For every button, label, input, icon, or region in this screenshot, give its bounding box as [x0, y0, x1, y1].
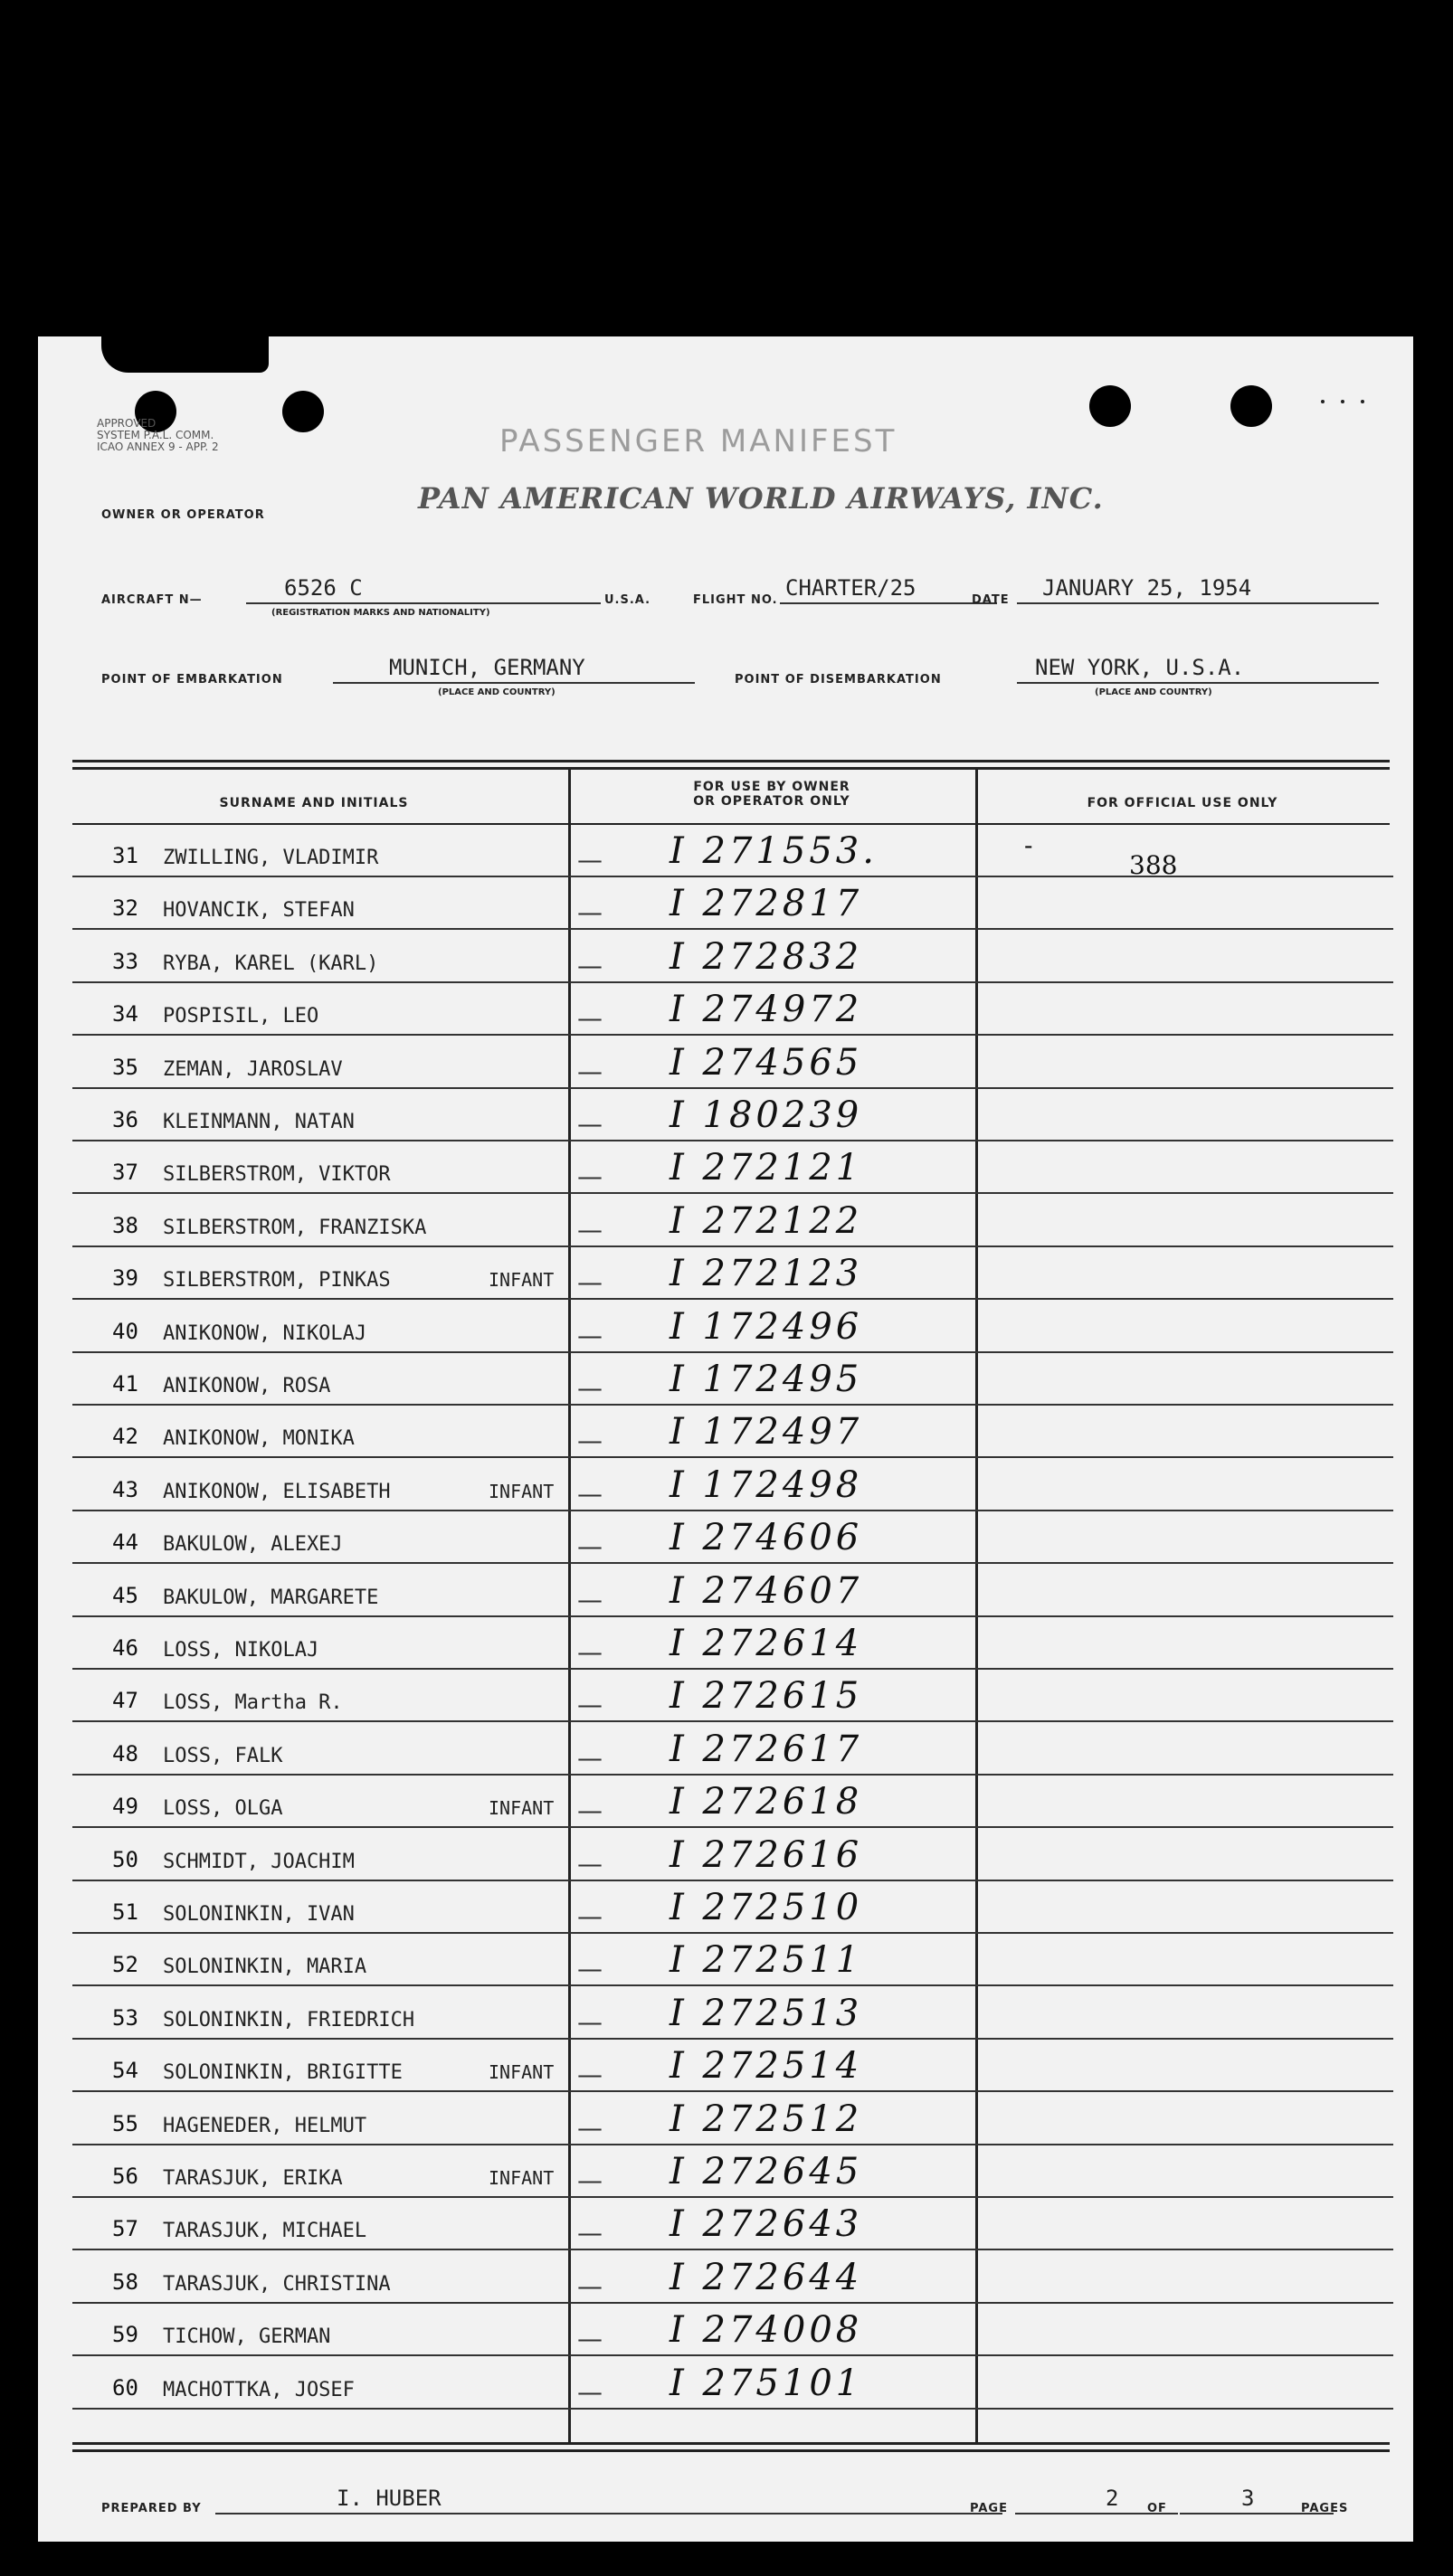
tick-mark: —	[577, 950, 603, 980]
embarkation-value: MUNICH, GERMANY	[389, 655, 585, 680]
infant-note: INFANT	[489, 1480, 555, 1502]
table-row	[72, 1406, 1393, 1458]
owner-label: OWNER OR OPERATOR	[101, 508, 265, 522]
torn-corner	[101, 336, 269, 373]
tick-mark: —	[577, 1214, 603, 1245]
table-row	[72, 1195, 1393, 1247]
manifest-page	[38, 336, 1413, 2542]
table-top-rule-2	[72, 767, 1390, 770]
tick-mark: —	[577, 1161, 603, 1192]
table-row	[72, 1829, 1393, 1881]
passenger-name: TARASJUK, MICHAEL	[163, 2220, 367, 2243]
table-row	[72, 1141, 1393, 1194]
of-label: OF	[1147, 2502, 1167, 2515]
registration-note: (REGISTRATION MARKS AND NATIONALITY)	[271, 608, 490, 618]
row-number: 42	[112, 1424, 138, 1450]
passenger-name: TARASJUK, CHRISTINA	[163, 2272, 391, 2296]
passenger-name: SOLONINKIN, MARIA	[163, 1956, 367, 1979]
tick-mark: —	[577, 1742, 603, 1773]
row-number: 34	[112, 1001, 138, 1028]
table-row	[72, 1089, 1393, 1141]
table-row	[72, 877, 1393, 930]
row-number: 49	[112, 1794, 138, 1820]
punch-hole	[1230, 385, 1272, 427]
passport-id: I 272832	[670, 935, 863, 978]
page-label: PAGE	[970, 2502, 1008, 2515]
passport-id: I 272511	[670, 1939, 863, 1982]
passenger-name: ANIKONOW, NIKOLAJ	[163, 1321, 367, 1345]
table-row	[72, 1037, 1393, 1089]
passenger-name: ANIKONOW, ELISABETH	[163, 1480, 391, 1503]
table-row	[72, 1617, 1393, 1670]
passenger-name: HOVANCIK, STEFAN	[163, 899, 355, 923]
passport-id: I 272510	[670, 1887, 863, 1928]
tick-mark: —	[577, 1795, 603, 1826]
page-title: PASSENGER MANIFEST	[499, 423, 897, 459]
passport-id: I 274607	[670, 1569, 863, 1612]
aircraft-underline	[246, 602, 601, 604]
passport-id: I 172495	[670, 1359, 863, 1400]
passport-id: I 274606	[670, 1517, 863, 1559]
row-number: 54	[112, 2058, 138, 2084]
passport-id: I 172497	[670, 1411, 863, 1454]
flight-label: FLIGHT NO.	[693, 593, 778, 607]
passenger-name: SOLONINKIN, BRIGITTE	[163, 2061, 403, 2085]
speck	[1341, 400, 1344, 403]
tick-mark: —	[577, 1425, 603, 1456]
row-number: 38	[112, 1212, 138, 1238]
passenger-name: TICHOW, GERMAN	[163, 2325, 331, 2349]
tick-mark: —	[577, 2165, 603, 2195]
embarkation-label: POINT OF EMBARKATION	[101, 673, 283, 687]
table-row	[72, 983, 1393, 1036]
tick-mark: —	[577, 845, 603, 875]
table-top-rule	[72, 760, 1390, 762]
tick-mark: —	[577, 1954, 603, 1984]
passport-id: I 275101	[670, 2362, 863, 2404]
passport-id: I 172496	[670, 1305, 863, 1348]
tick-mark: —	[577, 2324, 603, 2354]
column-header-official: FOR OFFICIAL USE ONLY	[1087, 796, 1278, 810]
row-number: 47	[112, 1688, 138, 1714]
table-row	[72, 1934, 1393, 1986]
table-row	[72, 2304, 1393, 2356]
table-row	[72, 1723, 1393, 1776]
passenger-name: SCHMIDT, JOACHIM	[163, 1850, 355, 1873]
table-row	[72, 2093, 1393, 2145]
passenger-name: BAKULOW, ALEXEJ	[163, 1533, 343, 1557]
passenger-name: LOSS, Martha R.	[163, 1691, 343, 1715]
table-row	[72, 1353, 1393, 1406]
passenger-name: ANIKONOW, ROSA	[163, 1375, 331, 1397]
row-number: 55	[112, 2110, 138, 2136]
passport-id: I 274008	[670, 2309, 863, 2352]
passenger-name: RYBA, KAREL (KARL)	[163, 952, 379, 975]
table-row	[72, 2251, 1393, 2304]
passenger-name: KLEINMANN, NATAN	[163, 1111, 355, 1133]
infant-note: INFANT	[489, 1797, 555, 1820]
disembarkation-label: POINT OF DISEMBARKATION	[735, 673, 942, 687]
prepared-by-value: I. HUBER	[337, 2486, 442, 2511]
tick-mark: —	[577, 1267, 603, 1298]
table-row	[72, 2357, 1393, 2410]
tick-mark: —	[577, 1637, 603, 1667]
passport-id: I 272122	[670, 1199, 863, 1242]
row-number: 60	[112, 2374, 138, 2401]
row-number: 46	[112, 1635, 138, 1661]
table-row	[72, 1565, 1393, 1617]
tick-mark: —	[577, 897, 603, 928]
passport-id: I 272514	[670, 2045, 863, 2088]
passport-id: I 272645	[670, 2151, 863, 2192]
tick-mark: —	[577, 1690, 603, 1720]
row-number: 37	[112, 1160, 138, 1186]
passenger-name: ZEMAN, JAROSLAV	[163, 1057, 343, 1081]
passenger-name: LOSS, OLGA	[163, 1797, 283, 1821]
embarkation-place-note: (PLACE AND COUNTRY)	[438, 687, 556, 697]
aircraft-value: 6526 C	[284, 575, 363, 601]
passenger-name: HAGENEDER, HELMUT	[163, 2114, 367, 2137]
table-row	[72, 2040, 1393, 2092]
row-number: 53	[112, 2004, 138, 2031]
tick-mark: —	[577, 1848, 603, 1879]
row-number: 52	[112, 1952, 138, 1978]
column-header-owner-line: FOR USE BY OWNER	[693, 780, 850, 794]
disembarkation-value: NEW YORK, U.S.A.	[1035, 655, 1245, 680]
infant-note: INFANT	[489, 2167, 555, 2189]
row-number: 51	[112, 1899, 138, 1925]
tick-mark: —	[577, 1320, 603, 1350]
tick-mark: —	[577, 1584, 603, 1615]
passenger-name: SILBERSTROM, PINKAS	[163, 1269, 391, 1293]
approval-line: ICAO ANNEX 9 - APP. 2	[97, 440, 219, 453]
date-underline	[1017, 602, 1379, 604]
table-row	[72, 1776, 1393, 1828]
passport-id: I 271553.	[670, 830, 878, 872]
table-row	[72, 1301, 1393, 1353]
passport-id: I 180239	[670, 1094, 863, 1136]
column-header-surname: SURNAME AND INITIALS	[219, 796, 409, 810]
airline-name: PAN AMERICAN WORLD AIRWAYS, INC.	[418, 481, 1104, 516]
table-row	[72, 1670, 1393, 1722]
passenger-name: ZWILLING, VLADIMIR	[163, 847, 379, 869]
tick-mark: —	[577, 1531, 603, 1562]
aircraft-label: AIRCRAFT N—	[101, 593, 203, 607]
tick-mark: —	[577, 2006, 603, 2037]
row-number: 36	[112, 1107, 138, 1132]
tick-mark: —	[577, 1056, 603, 1086]
passport-id: I 272616	[670, 1833, 863, 1876]
passport-id: I 272121	[670, 1147, 863, 1189]
approval-line: SYSTEM P.A.L. COMM.	[97, 429, 214, 441]
row-rule	[72, 2408, 1393, 2410]
official-note: 388	[1129, 850, 1178, 880]
passenger-name: SOLONINKIN, IVAN	[163, 1903, 355, 1926]
passport-id: I 272817	[670, 883, 863, 925]
passport-id: I 272618	[670, 1781, 863, 1823]
tick-mark: —	[577, 2112, 603, 2143]
disembarkation-underline	[1017, 682, 1379, 684]
tick-mark: —	[577, 2218, 603, 2249]
table-row	[72, 1511, 1393, 1564]
row-number: 35	[112, 1054, 138, 1080]
passport-id: I 274565	[670, 1041, 863, 1084]
row-number: 45	[112, 1582, 138, 1608]
passenger-name: TARASJUK, ERIKA	[163, 2167, 343, 2190]
total-pages-value: 3	[1241, 2486, 1255, 2511]
pages-label: PAGES	[1301, 2502, 1349, 2515]
date-label: DATE	[972, 593, 1010, 607]
table-row	[72, 1987, 1393, 2040]
row-number: 32	[112, 895, 138, 922]
passenger-name: POSPISIL, LEO	[163, 1005, 319, 1028]
approval-line: APPROVED	[97, 417, 157, 430]
table-row	[72, 1881, 1393, 1934]
date-value: JANUARY 25, 1954	[1042, 575, 1252, 601]
row-number: 57	[112, 2216, 138, 2242]
passport-id: I 272643	[670, 2203, 863, 2246]
row-number: 43	[112, 1476, 138, 1502]
column-header-owner	[577, 780, 966, 809]
infant-note: INFANT	[489, 1269, 555, 1292]
table-row	[72, 2145, 1393, 2198]
row-number: 58	[112, 2268, 138, 2295]
tick-mark: —	[577, 1901, 603, 1931]
speck	[1321, 400, 1325, 403]
passport-id: I 272614	[670, 1623, 863, 1664]
tick-mark: —	[577, 1109, 603, 1139]
tick-mark: —	[577, 2270, 603, 2301]
table-row	[72, 1459, 1393, 1511]
infant-note: INFANT	[489, 2061, 555, 2084]
row-number: 48	[112, 1740, 138, 1766]
table-row	[72, 825, 1393, 877]
tick-mark: —	[577, 1003, 603, 1034]
passport-id: I 274972	[670, 989, 863, 1031]
table-row	[72, 1247, 1393, 1300]
passenger-name: SILBERSTROM, FRANZISKA	[163, 1216, 427, 1239]
prepared-by-label: PREPARED BY	[101, 2502, 202, 2515]
row-number: 44	[112, 1530, 138, 1556]
passenger-name: ANIKONOW, MONIKA	[163, 1427, 355, 1451]
passport-id: I 272644	[670, 2256, 863, 2298]
passport-id: I 272512	[670, 2098, 863, 2140]
passport-id: I 172498	[670, 1463, 863, 1506]
punch-hole	[282, 391, 324, 432]
row-number: 56	[112, 2164, 138, 2189]
table-bottom-rule-2	[72, 2449, 1390, 2452]
approval-stamp	[97, 418, 219, 453]
passenger-name: SILBERSTROM, VIKTOR	[163, 1163, 391, 1187]
punch-hole	[1089, 385, 1131, 427]
page-value: 2	[1106, 2486, 1119, 2511]
table-row	[72, 931, 1393, 983]
row-number: 41	[112, 1371, 138, 1397]
row-number: 59	[112, 2322, 138, 2348]
prepared-underline	[215, 2513, 1002, 2514]
usa-label: U.S.A.	[604, 593, 651, 607]
passenger-name: LOSS, FALK	[163, 1744, 283, 1767]
passenger-name: MACHOTTKA, JOSEF	[163, 2378, 355, 2401]
tick-mark: —	[577, 2376, 603, 2407]
passport-id: I 272123	[670, 1253, 863, 1295]
passenger-name: BAKULOW, MARGARETE	[163, 1586, 379, 1609]
official-dash: -	[1024, 830, 1033, 860]
embarkation-underline	[333, 682, 695, 684]
passport-id: I 272513	[670, 1992, 863, 2034]
tick-mark: —	[577, 1373, 603, 1403]
flight-value: CHARTER/25	[785, 575, 916, 601]
flight-underline	[780, 602, 997, 604]
tick-mark: —	[577, 1478, 603, 1509]
disembarkation-place-note: (PLACE AND COUNTRY)	[1095, 687, 1212, 697]
passenger-name: SOLONINKIN, FRIEDRICH	[163, 2008, 415, 2031]
row-number: 39	[112, 1265, 138, 1292]
table-bottom-rule	[72, 2442, 1390, 2445]
passenger-name: LOSS, NIKOLAJ	[163, 1639, 319, 1662]
row-number: 40	[112, 1318, 138, 1344]
column-header-owner-line: OR OPERATOR ONLY	[693, 794, 850, 809]
row-number: 50	[112, 1846, 138, 1872]
row-number: 31	[112, 843, 138, 868]
passport-id: I 272617	[670, 1728, 863, 1770]
passport-id: I 272615	[670, 1675, 863, 1718]
speck	[1361, 400, 1364, 403]
row-number: 33	[112, 948, 138, 974]
tick-mark: —	[577, 2060, 603, 2090]
table-row	[72, 2198, 1393, 2250]
